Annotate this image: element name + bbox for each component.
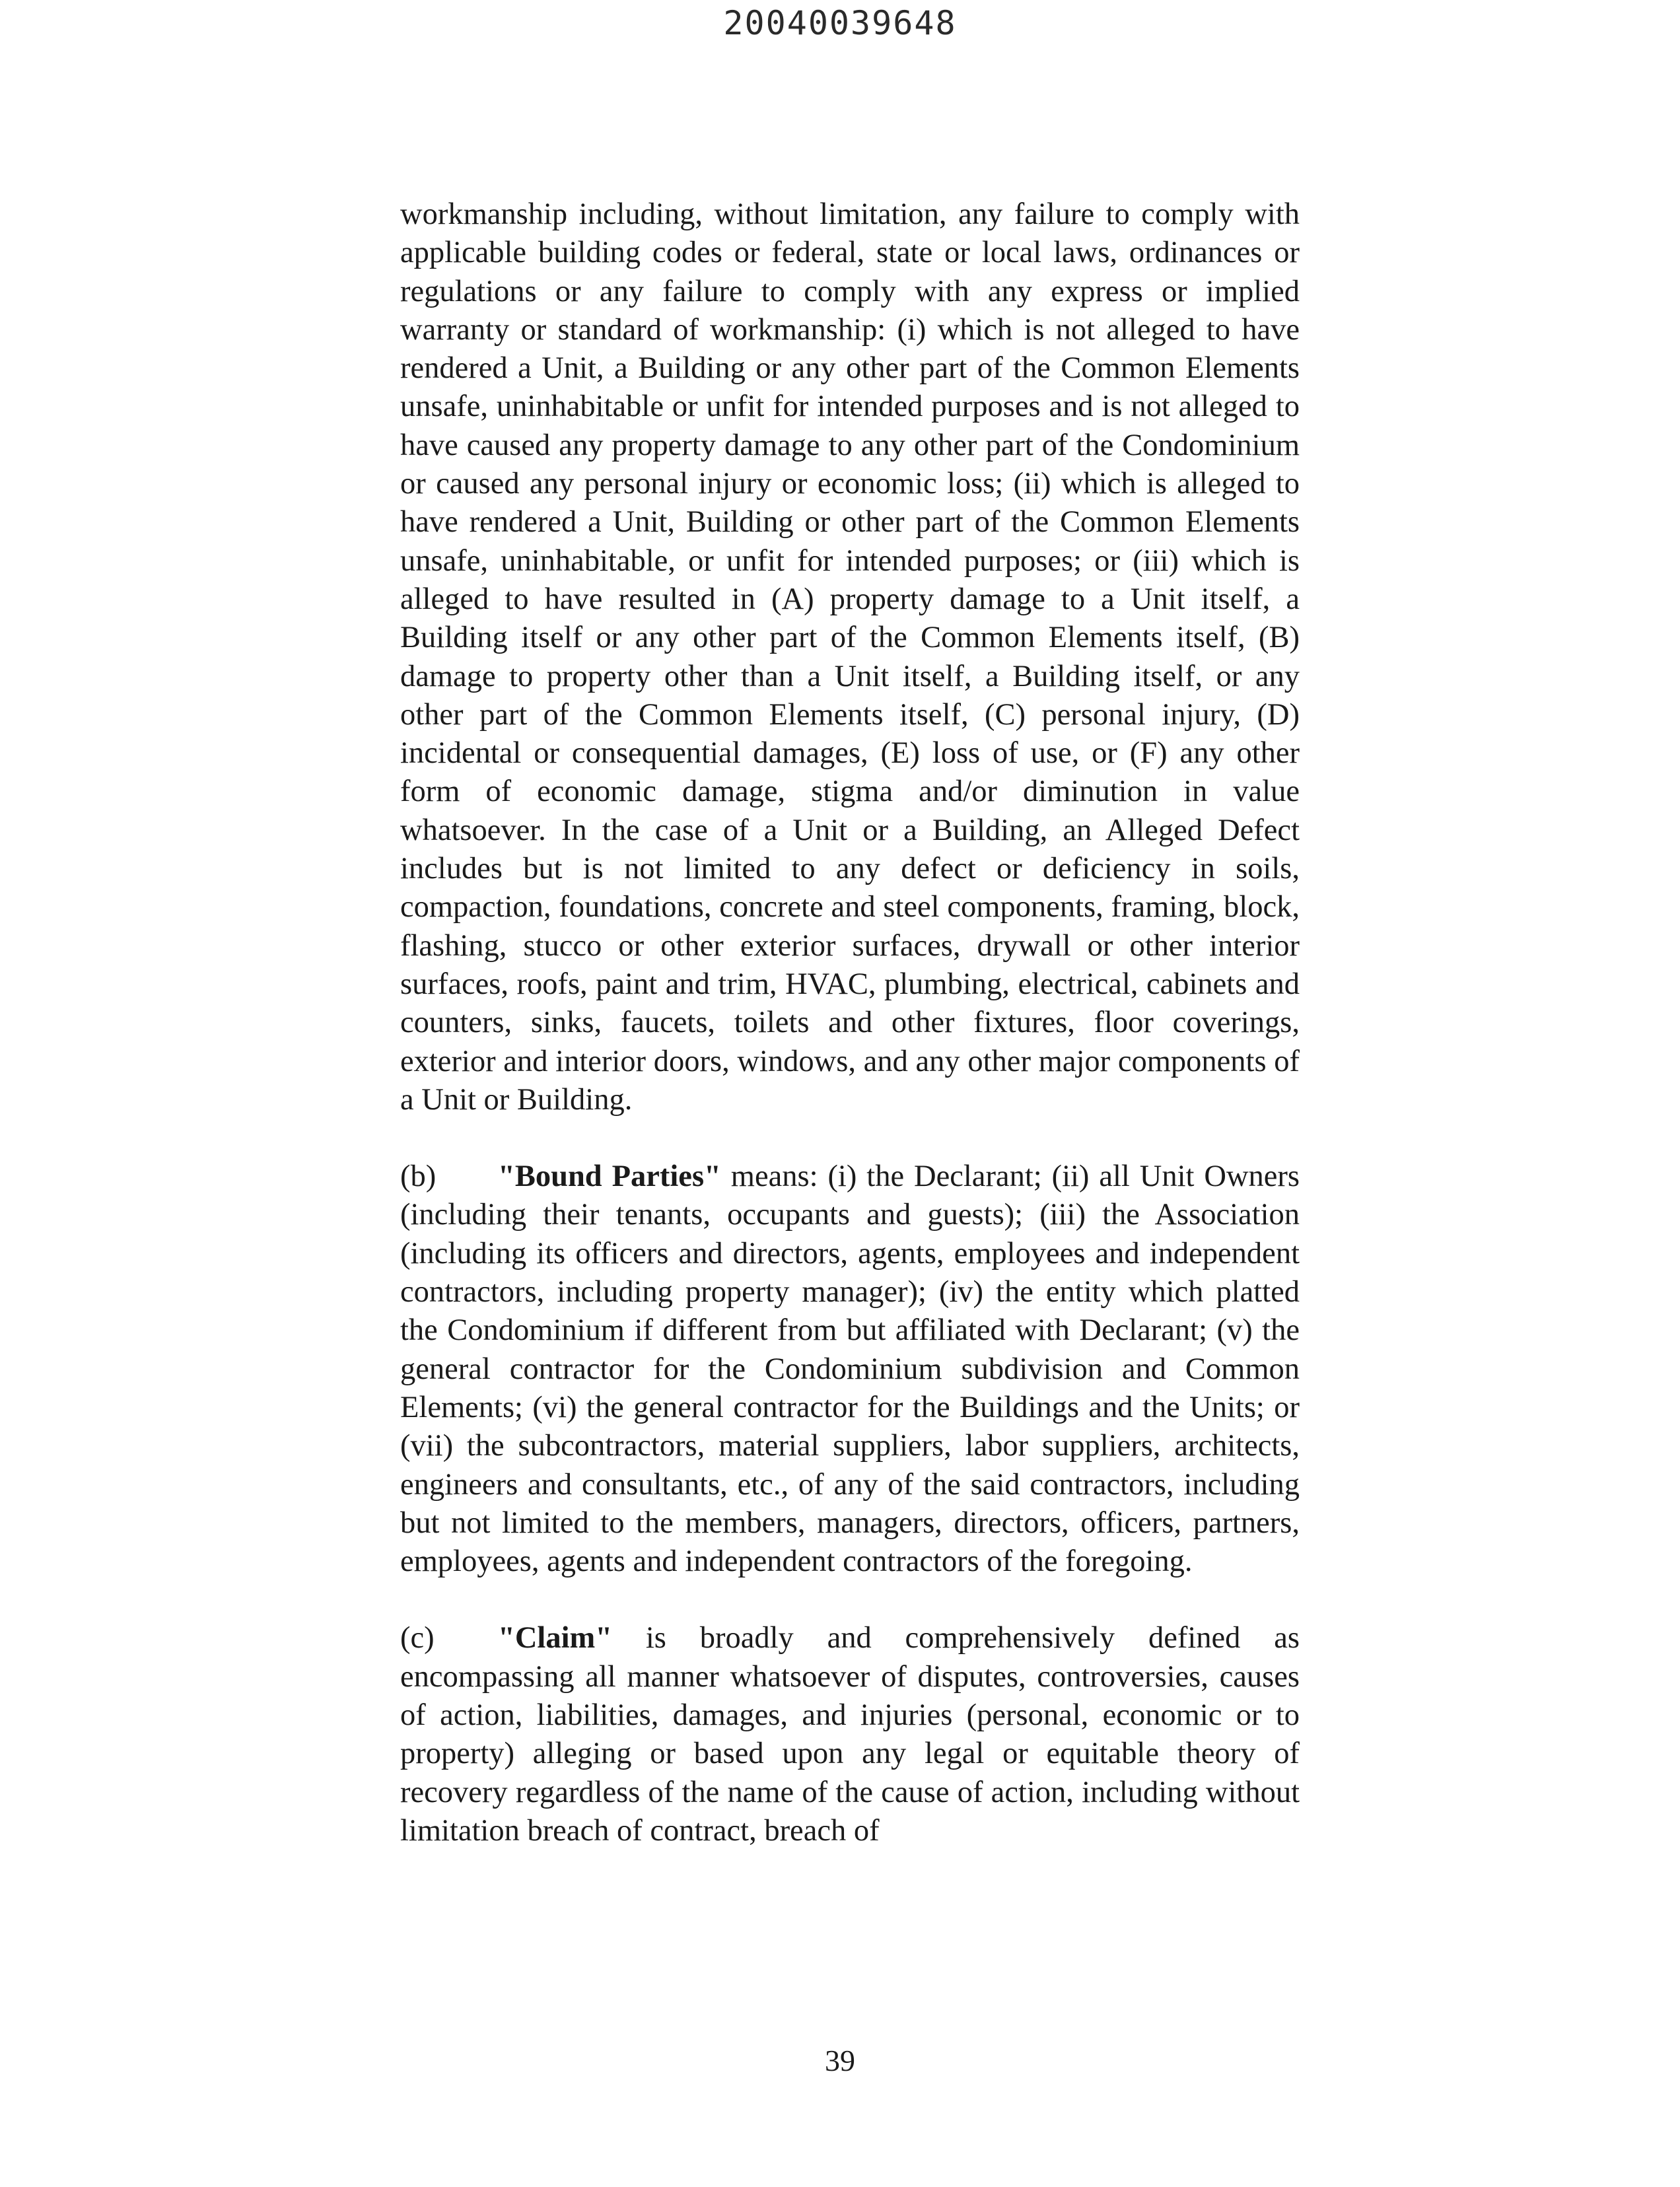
document-number: 20040039648 [723, 4, 957, 42]
paragraph-a-continuation: workmanship including, without limitation, any failure to comply with applicable building codes or federal, state or local laws, ordinances or regulations or any failure to comply with any express or implied warranty or standard of workmanship: (i) which is not alleged to have rendered a Unit, a Building or any other part of the Common Elements unsafe, uninhabitable or unfit for intended purposes and is not alleged to have caused any property damage to any other part of the Condominium or caused any personal injury or economic loss; (ii) which is alleged to have rendered a Unit, Building or other part of the Common Elements unsafe, uninhabitable, or unfit for intended purposes; or (iii) which is alleged to have resulted in (A) property damage to a Unit itself, a Building itself or any other part of the Common Elements itself, (B) damage to property other than a Unit itself, a Building itself, or any other part of the Common Elements itself, (C) personal injury, (D) incidental or consequential damages, (E) loss of use, or (F) any other form of economic damage, stigma and/or diminution in value whatsoever. In the case of a Unit or a Building, an Alleged Defect includes but is not limited to any defect or deficiency in soils, compaction, foundations, concrete and steel components, framing, block, flashing, stucco or other exterior surfaces, drywall or other interior surfaces, roofs, paint and trim, HVAC, plumbing, electrical, cabinets and counters, sinks, faucets, toilets and other fixtures, floor coverings, exterior and interior doors, windows, and any other major components of a Unit or Building. [400, 197, 1300, 1117]
paragraph-b [400, 1158, 1300, 1581]
paragraph-c-label: (c) [400, 1621, 435, 1655]
page-number: 39 [825, 2044, 855, 2077]
paragraph-b-text: means: (i) the Declarant; (ii) all Unit Owners (including their tenants, occupants and guests); (iii) the Association (including its officers and directors, agents, employees and independent contractors, including property manager); (iv) the entity which platted the Condominium if different from but affiliated with Declarant; (v) the general contractor for the Condominium subdivision and Common Elements; (vi) the general contractor for the Buildings and the Units; or (vii) the subcontractors, material suppliers, labor suppliers, architects, engineers and consultants, etc., of any of the said contractors, including but not limited to the members, managers, directors, officers, partners, employees, agents and independent contractors of the foregoing. [400, 1160, 1300, 1579]
claim-term: "Claim" [498, 1621, 613, 1655]
paragraph-b-label: (b) [400, 1160, 437, 1194]
paragraph-c-text: is broadly and comprehensively defined as encompassing all manner whatsoever of disputes, controversies, causes of action, liabilities, damages, and injuries (personal, economic or to property) alleging or based upon any legal or equitable theory of recovery regardless of the name of the cause of action, including without limitation breach of contract, breach of [400, 1621, 1300, 1848]
paragraph-c [400, 1619, 1300, 1850]
bound-parties-term: "Bound Parties" [498, 1160, 721, 1194]
body-text [400, 195, 1300, 1850]
